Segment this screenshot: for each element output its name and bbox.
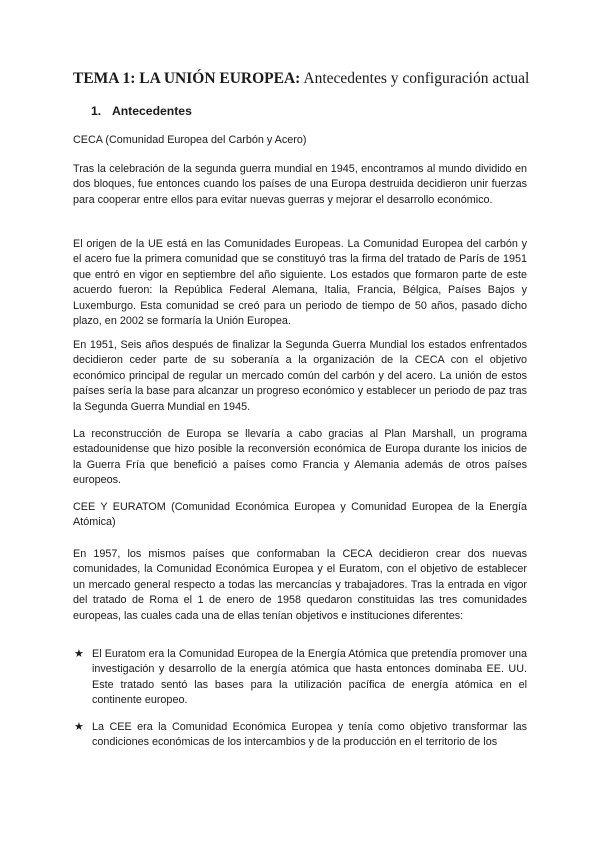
list-item-text: La CEE era la Comunidad Económica Europea y tenía como objetivo transformar las condiciones económicas de los intercambios y de la producción en el territorio de los — [92, 721, 527, 749]
document-title — [73, 70, 543, 88]
heading-cee-euratom: CEE Y EURATOM (Comunidad Económica Europea y Comunidad Europea de la Energía Atómica) — [73, 501, 527, 529]
list-item-text: El Euratom era la Comunidad Europea de la Energía Atómica que pretendía promover una investigación y desarrollo de la energía atómica que hasta entonces dominaba EE. UU. Este tratado sentó las bases para la utilización pacífica de energía atómica en el continente europeo. — [92, 648, 527, 707]
star-bullet-icon: ★ — [74, 721, 84, 733]
section-heading — [91, 104, 192, 118]
star-bullet-icon: ★ — [74, 648, 84, 660]
list-item — [74, 720, 527, 751]
paragraph-5: En 1957, los mismos países que conformaban la CECA decidieron crear dos nuevas comunidades, la Comunidad Económica Europea y el Euratom, con el objetivo de establecer un mercado general respecto a todas las mercancías y trabajadores. Tras la entrada en vigor del tratado de Roma el 1 de enero de 1958 quedaron constituidas las tres comunidades europeas, las cuales cada una de ellas tenían objetivos e instituciones diferentes: — [73, 548, 527, 622]
paragraph-3: En 1951, Seis años después de finalizar la Segunda Guerra Mundial los estados enfrentados decidieron ceder parte de su soberanía a la organización de la CECA con el objetivo económico principal de regular un mercado común del carbón y del acero. La unión de estos países sería la base para alcanzar un progreso económico y establecer un periodo de paz tras la Segunda Guerra Mundial en 1945. — [73, 339, 527, 413]
title-bold: TEMA 1: LA UNIÓN EUROPEA: — [73, 70, 301, 87]
paragraph-2: El origen de la UE está en las Comunidades Europeas. La Comunidad Europea del carbón y el acero fue la primera comunidad que se constituyó tras la firma del tratado de París de 1951 que entró en vigor en septiembre del año siguiente. Los estados que formaron parte de este acuerdo fueron: la República Federal Alemana, Italia, Francia, Bélgica, Países Bajos y Luxemburgo. Esta comunidad se creó para un periodo de tiempo de 50 años, pasado dicho plazo, en 2002 se formaría la Unión Europea. — [73, 238, 527, 328]
heading-ceca: CECA (Comunidad Europea del Carbón y Acero) — [73, 134, 307, 146]
list-item — [74, 647, 527, 709]
section-label: Antecedentes — [111, 104, 192, 118]
paragraph-1: Tras la celebración de la segunda guerra mundial en 1945, encontramos al mundo dividido en dos bloques, fue entonces cuando los países de una Europa destruida decidieron unir fuerzas para cooperar entre ellos para evitar nuevas guerras y mejorar el desarrollo económico. — [73, 163, 527, 206]
paragraph-4: La reconstrucción de Europa se llevaría a cabo gracias al Plan Marshall, un programa estadounidense que hizo posible la reconversión económica de Europa durante los inicios de la Guerra Fría que benefició a países como Francia y Alemania además de otros países europeos. — [73, 428, 527, 487]
title-subtitle: Antecedentes y configuración actual — [303, 70, 530, 87]
section-number: 1. — [91, 104, 102, 118]
